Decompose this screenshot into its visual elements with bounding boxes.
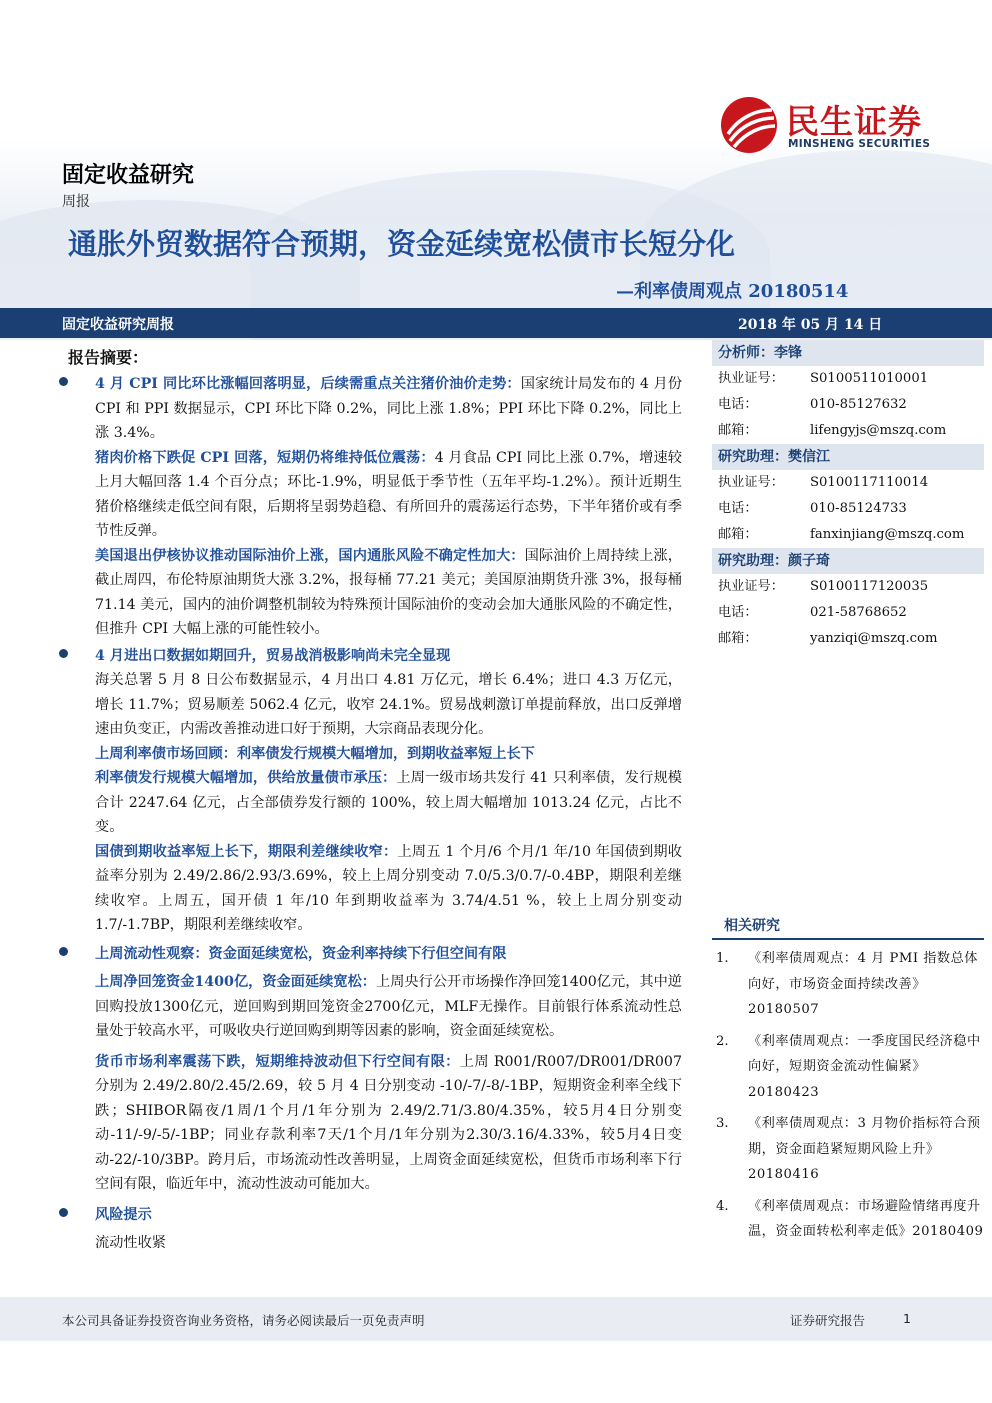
paragraph-heading: 上周净回笼资金1400亿，资金面延续宽松： [95,974,376,990]
paragraph-heading: 国债到期收益率短上长下，期限利差继续收窄： [95,843,398,860]
bullet-icon [59,649,68,658]
brand-name-cn: 民生证券 [786,102,922,141]
summary-paragraph [62,668,682,742]
analyst-block [712,340,984,444]
related-item[interactable] [712,1111,984,1188]
related-item[interactable] [712,1194,984,1245]
paragraph-text: 4 月食品 CPI 同比上涨 0.7%，增速较上月大幅回落 1.4 个百分点；环比-1.9%，明显低于季节性（五年平均-1.2%）。预计近期生猪价格继续走低空间有限，后期将呈弱势趋稳、有所回升的震荡运行态势，下半年猪价或有季节性反弹。 [95,449,682,539]
summary-paragraph [62,840,682,938]
analyst-cert-row [712,366,984,392]
paragraph-heading: 猪肉价格下跌促 CPI 回落，短期仍将维持低位震荡： [95,449,435,466]
summary-paragraph [62,544,682,642]
item-number: 1. [716,951,729,966]
report-type: 周报 [62,194,90,210]
brand-logo [720,96,950,156]
paragraph-text: 海关总署 5 月 8 日公布数据显示，4 月出口 4.81 万亿元，增长 6.4%；进口 4.3 万亿元，增长 11.7%；贸易顺差 5062.4 亿元，收窄 24.1%。贸易战刺激订单提前释放，出口反弹增速由负变正，内需改善推动进口好于预期，大宗商品表现分化。 [95,672,682,737]
email-link[interactable]: yanziqi@mszq.com [810,631,938,646]
field-value: 021-58768652 [810,605,907,620]
analyst-role: 研究助理：樊信江 [712,444,984,470]
analyst-block [712,548,984,652]
paragraph-heading: 美国退出伊核协议推动国际油价上涨，国内通胀风险不确定性加大： [95,547,525,564]
field-value: S0100511010001 [810,371,929,386]
field-value: S0100117120035 [810,579,929,594]
related-item[interactable] [712,946,984,1023]
field-label: 邮箱： [718,423,758,438]
field-label: 执业证号： [718,371,784,386]
report-title: 通胀外贸数据符合预期，资金延续宽松债市长短分化 [68,227,736,261]
report-date: 2018 年 05 月 14 日 [738,317,883,333]
summary-paragraph [62,1050,682,1197]
item-title: 《利率债周观点：市场避险情绪再度升温，资金面转松利率走低》20180409 [748,1198,984,1239]
minsheng-logo-icon [720,96,778,154]
paragraph-heading: 4 月 CPI 同比环比涨幅回落明显，后续需重点关注猪价油价走势： [95,376,521,392]
bullet-icon [59,377,68,386]
analyst-cert-row [712,574,984,600]
summary-paragraph [62,1203,682,1228]
related-item[interactable] [712,1029,984,1106]
analyst-mail-row [712,522,984,548]
analyst-cert-row [712,470,984,496]
paragraph-text: 国际油价上周持续上涨，截止周四，布伦特原油期货大涨 3.2%，报每桶 77.21 美元；美国原油期货升涨 3%，报每桶 71.14 美元，国内的油价调整机制较为特殊预计国际油价的变动会加大通胀风险的不确定性，但推升 CPI 大幅上涨的可能性较小。 [95,547,682,637]
paragraph-heading: 货币市场利率震荡下跌，短期维持波动但下行空间有限： [95,1053,460,1070]
paragraph-text: 上周 R001/R007/DR001/DR007 分别为 2.49/2.80/2.45/2.69，较 5 月 4 日分别变动 -10/-7/-8/-1BP，短期资金利率全线下跌；SHIBOR隔夜/1周/1个月/1年分别为 2.49/2.71/3.80/4.35%，较5月4日分别变动-11/-9/-5/-1BP；同业存款利率7天/1个月/1年分别为2.30/3.16/4.33%，较5月4日变动-22/-10/3BP。跨月后，市场流动性改善明显，上周资金面延续宽松，但货币市场利率下行空间有限，临近年中，流动性波动可能加大。 [95,1053,682,1192]
summary-paragraph [62,970,682,1044]
summary-body [62,372,682,1256]
bullet-icon [59,947,68,956]
paragraph-text: 上周五 1 个月/6 个月/1 年/10 年国债到期收益率分别为 2.49/2.86/2.93/3.69%，较上上周分别变动 7.0/5.3/0.7/-0.4BP，期限利差继续收窄。上周五，国开债 1 年/10 年到期收益率为 3.74/4.51 %，较上上周分别变动 1.7/-1.7BP，期限利差继续收窄。 [95,843,682,933]
item-title: 《利率债周观点：3 月物价指标符合预期，资金面趋紧短期风险上升》20180416 [748,1116,981,1182]
paragraph-text: 上周一级市场共发行 41 只利率债，发行规模合计 2247.64 亿元，占全部债券发行额的 100%，较上周大幅增加 1013.24 亿元，占比不变。 [95,770,682,835]
footer-report-label: 证券研究报告 [790,1313,866,1328]
page-footer [0,1297,992,1341]
field-label: 电话： [718,605,758,620]
field-label: 执业证号： [718,579,784,594]
analyst-mail-row [712,418,984,444]
paragraph-text: 上周央行公开市场操作净回笼1400亿元，其中逆回购投放1300亿元，逆回购到期回笼资金2700亿元，MLF无操作。目前银行体系流动性总量处于较高水平，可吸收央行逆回购到期等因素的影响，资金面延续宽松。 [95,974,682,1039]
paragraph-text: 流动性收紧 [95,1235,166,1251]
related-research [712,912,984,1245]
analyst-tel-row [712,392,984,418]
field-label: 电话： [718,397,758,412]
summary-paragraph [62,372,682,446]
email-link[interactable]: lifengyjs@mszq.com [810,423,947,438]
bullet-icon [59,1208,68,1217]
paragraph-heading: 风险提示 [95,1206,152,1223]
footer-disclaimer: 本公司具备证券投资咨询业务资格，请务必阅读最后一页免责声明 [62,1313,425,1328]
field-label: 执业证号： [718,475,784,490]
summary-paragraph [62,766,682,840]
band-category: 固定收益研究周报 [62,317,174,333]
summary-paragraph [62,742,682,767]
paragraph-heading: 利率债发行规模大幅增加，供给放量债市承压： [95,770,397,786]
field-label: 邮箱： [718,631,758,646]
related-header [712,912,984,940]
summary-paragraph [62,446,682,544]
summary-paragraph [62,1231,682,1256]
field-label: 邮箱： [718,527,758,542]
paragraph-heading: 上周利率债市场回顾：利率债发行规模大幅增加，到期收益率短上长下 [95,745,535,762]
analyst-tel-row [712,496,984,522]
item-number: 4. [716,1198,729,1214]
item-title: 《利率债周观点：一季度国民经济稳中向好，短期资金流动性偏紧》20180423 [748,1033,981,1100]
header-band [0,308,992,338]
paragraph-text: 国家统计局发布的 4 月份 CPI 和 PPI 数据显示，CPI 环比下降 0.2%，同比上涨 1.8%；PPI 环比下降 0.2%，同比上涨 3.4%。 [95,376,683,441]
summary-paragraph [62,942,682,967]
department-label: 固定收益研究 [62,163,195,188]
field-value: 010-85127632 [810,397,907,412]
email-link[interactable]: fanxinjiang@mszq.com [810,527,965,542]
summary-paragraph [62,644,682,669]
analyst-role: 研究助理：颜子琦 [712,548,984,574]
field-value: S0100117110014 [810,475,929,490]
field-label: 电话： [718,501,758,516]
page-number: 1 [903,1311,911,1326]
brand-name-en: MINSHENG SECURITIES [788,138,931,150]
item-title: 《利率债周观点：4 月 PMI 指数总体向好，市场资金面持续改善》20180507 [748,951,978,1017]
analyst-role: 分析师：李锋 [712,340,984,366]
item-number: 3. [716,1116,729,1131]
analyst-tel-row [712,600,984,626]
summary-heading: 报告摘要： [68,348,149,367]
report-subtitle: —利率债周观点 20180514 [616,281,849,302]
paragraph-heading: 上周流动性观察：资金面延续宽松，资金利率持续下行但空间有限 [95,945,507,962]
analyst-sidebar [712,340,984,652]
analyst-block [712,444,984,548]
field-value: 010-85124733 [810,501,907,516]
paragraph-heading: 4 月进出口数据如期回升，贸易战消极影响尚未完全显现 [95,647,451,664]
analyst-mail-row [712,626,984,652]
item-number: 2. [716,1033,729,1049]
related-heading: 相关研究 [724,918,780,934]
